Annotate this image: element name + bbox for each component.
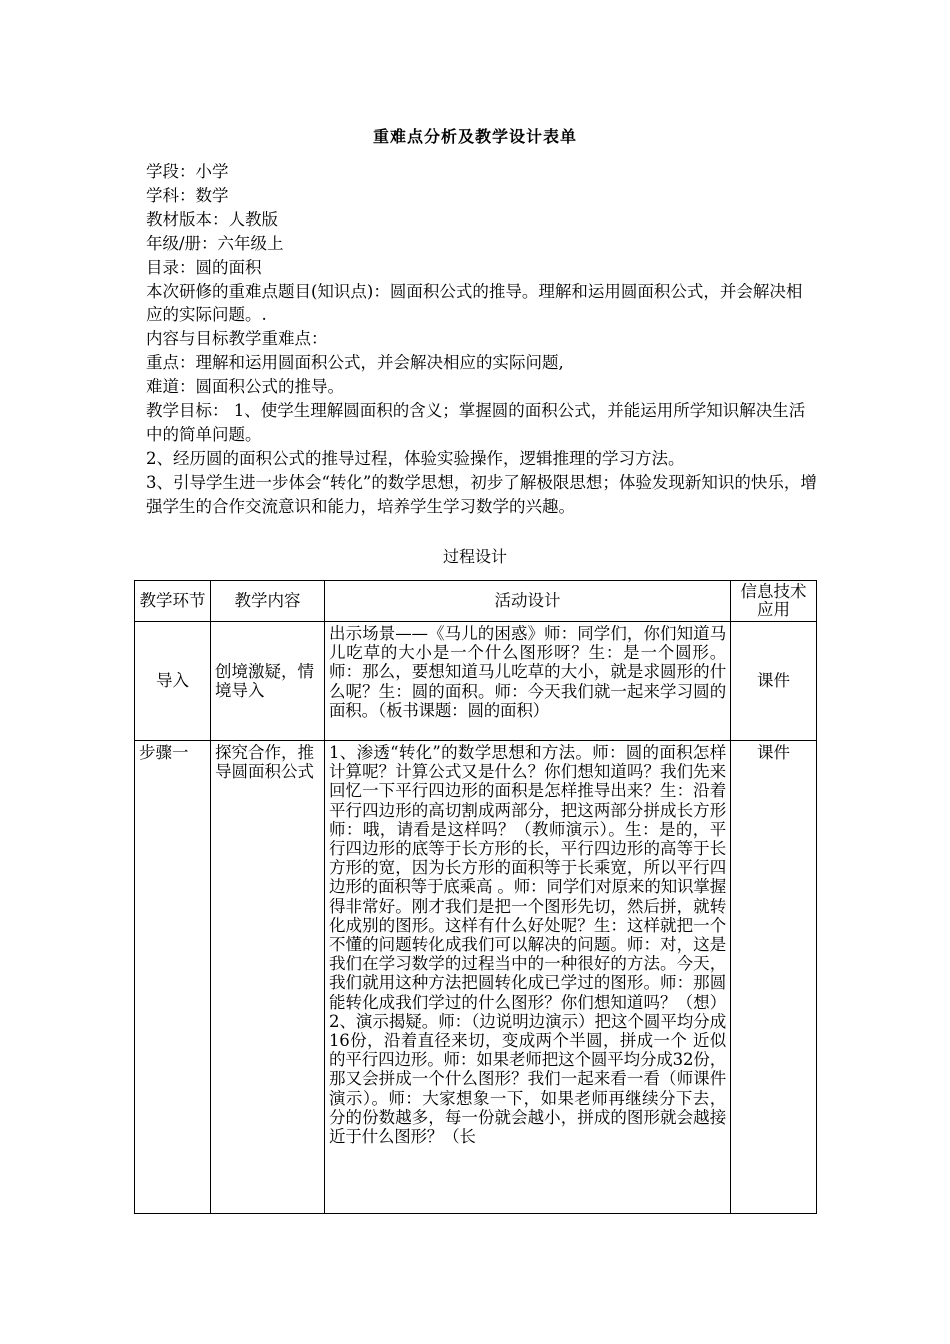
table-header-row [135, 581, 817, 622]
meta-goal-3: 3、引导学生进一步体会“转化”的数学思想，初步了解极限思想；体验发现新知识的快乐，增强学生的合作交流意识和能力，培养学生学习数学的兴趣。 [146, 472, 817, 516]
table-row [135, 741, 817, 1214]
table-row [135, 622, 817, 741]
meta-key-point: 重点：理解和运用圆面积公式，并会解决相应的实际问题, [146, 353, 564, 373]
meta-goal-1: 教学目标： 1、使学生理解圆面积的含义；掌握圆的面积公式，并能运用所学知识解决生活中的简单问题。 [146, 401, 806, 444]
cell-tech: 课件 [731, 622, 817, 741]
meta-stage: 学段：小学 [146, 162, 229, 181]
cell-activity: 出示场景——《马儿的困惑》师：同学们，你们知道马儿吃草的大小是一个什么图形呀？生：是一个圆形。师：那么，要想知道马儿吃草的大小，就是求圆形的什么呢？生：圆的面积。师：今天我们就一起来学习圆的面积。（板书课题：圆的面积） [325, 622, 731, 741]
meta-catalog: 目录：圆的面积 [146, 257, 262, 277]
cell-activity: 1、渗透“转化”的数学思想和方法。师：圆的面积怎样计算呢？计算公式又是什么？你们想知道吗？我们先来回忆一下平行四边形的面积是怎样推导出来？生：沿着平行四边形的高切割成两部分，把这两部分拼成长方形师：哦，请看是这样吗？（教师演示）。生：是的，平行四边形的底等于长方形的长，平行四边形的高等于长方形的宽，因为长方形的面积等于长乘宽，所以平行四边形的面积等于底乘高 。师：同学们对原来的知识掌握得非常好。刚才我们是把一个图形先切，然后拼，就转化成别的图形。这样有什么好处呢？生：这样就把一个不懂的问题转化成我们可以解决的问题。师：对，这是我们在学习数学的过程当中的一种很好的方法。今天，我们就用这种方法把圆转化成已学过的图形。师：那圆能转化成我们学过的什么图形？你们想知道吗？（想） 2、演示揭疑。师：（边说明边演示）把这个圆平均分成16份，沿着直径来切，变成两个半圆，拼成一个 近似的平行四边形。师：如果老师把这个圆平均分成32份，那又会拼成一个什么图形？我们一起来看一看（师课件演示）。师：大家想象一下，如果老师再继续分下去，分的份数越多，每一份就会越小，拼成的图形就会越接近于什么图形？（长 [325, 741, 731, 1214]
header-stage: 教学环节 [135, 581, 211, 622]
section-title: 过程设计 [442, 547, 507, 566]
header-tech: 信息技术应用 [731, 581, 817, 622]
header-content: 教学内容 [211, 581, 325, 622]
cell-content: 创境激疑，情境导入 [211, 622, 325, 741]
cell-content: 探究合作，推导圆面积公式 [211, 741, 325, 1214]
meta-subject: 学科：数学 [146, 185, 229, 205]
meta-goal-2: 2、经历圆的面积公式的推导过程，体验实验操作，逻辑推理的学习方法。 [146, 448, 685, 468]
cell-tech: 课件 [731, 741, 817, 1214]
meta-block [146, 160, 818, 519]
process-table [134, 580, 817, 1214]
cell-stage: 步骤一 [135, 741, 211, 1214]
meta-difficulty: 难道：圆面积公式的推导。 [146, 377, 344, 397]
meta-textbook: 教材版本：人教版 [146, 209, 278, 229]
cell-stage: 导入 [135, 622, 211, 741]
header-activity: 活动设计 [325, 581, 731, 622]
document-title: 重难点分析及教学设计表单 [372, 127, 577, 146]
meta-grade: 年级/册：六年级上 [146, 233, 284, 253]
meta-topic: 本次研修的重难点题目(知识点)：圆面积公式的推导。理解和运用圆面积公式，并会解决相应的实际问题。. [146, 281, 803, 325]
meta-key-points-heading: 内容与目标教学重难点： [146, 329, 328, 349]
